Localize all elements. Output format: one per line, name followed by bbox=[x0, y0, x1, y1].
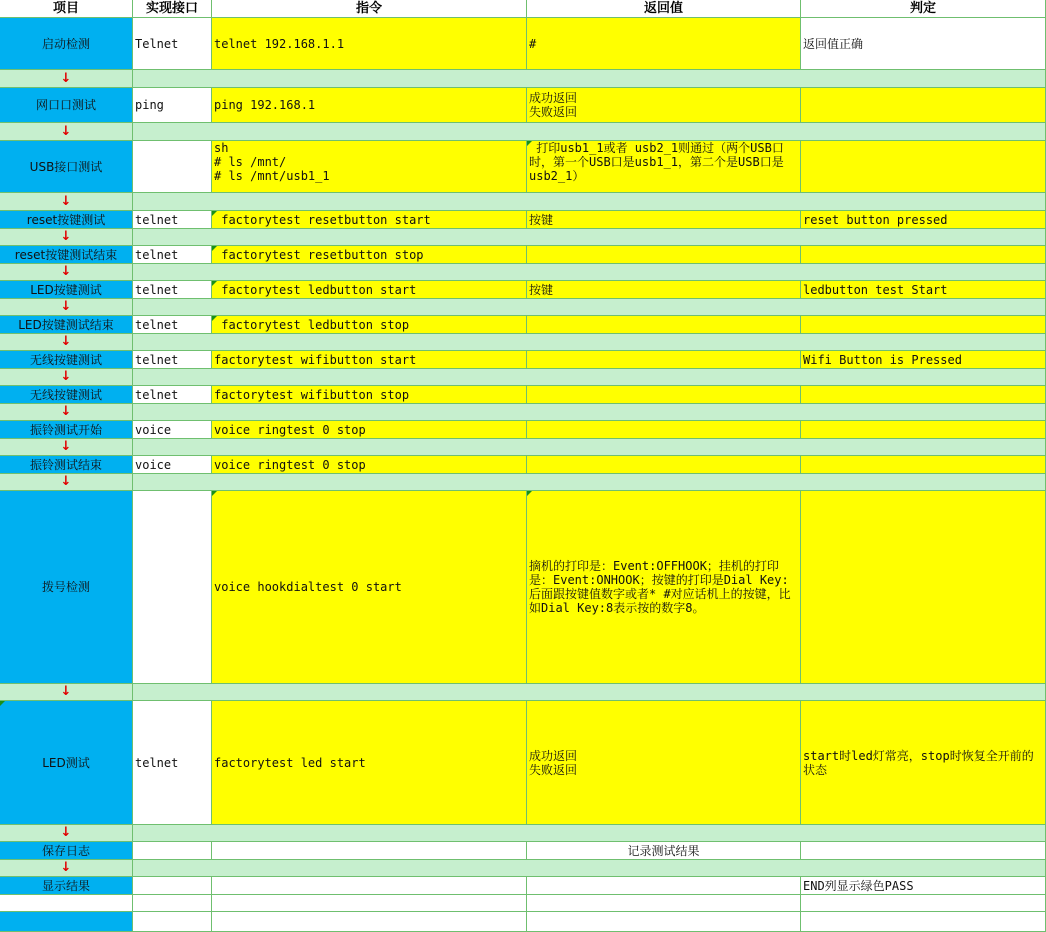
command-cell[interactable]: factorytest wifibutton stop bbox=[212, 386, 527, 404]
flow-arrow-icon: ↓ bbox=[0, 70, 133, 88]
interface-cell[interactable] bbox=[133, 491, 212, 684]
return-value-cell[interactable] bbox=[527, 895, 801, 912]
item-cell[interactable]: 无线按键测试 bbox=[0, 386, 133, 404]
command-cell[interactable] bbox=[212, 912, 527, 932]
flow-arrow-icon: ↓ bbox=[0, 684, 133, 701]
return-value-cell[interactable]: # bbox=[527, 18, 801, 70]
separator-row bbox=[133, 229, 1046, 246]
flow-arrow-icon: ↓ bbox=[0, 404, 133, 421]
command-cell[interactable]: factorytest led start bbox=[212, 701, 527, 825]
separator-row bbox=[133, 299, 1046, 316]
flow-arrow-icon: ↓ bbox=[0, 334, 133, 351]
separator-row bbox=[133, 474, 1046, 491]
item-cell[interactable]: reset按键测试结束 bbox=[0, 246, 133, 264]
interface-cell[interactable]: telnet bbox=[133, 701, 212, 825]
return-value-cell[interactable]: 成功返回 失败返回 bbox=[527, 88, 801, 123]
item-cell[interactable]: 启动检测 bbox=[0, 18, 133, 70]
judge-cell[interactable] bbox=[801, 491, 1046, 684]
item-cell[interactable]: reset按键测试 bbox=[0, 211, 133, 229]
judge-cell[interactable]: 返回值正确 bbox=[801, 18, 1046, 70]
flow-arrow-icon: ↓ bbox=[0, 369, 133, 386]
return-value-cell[interactable]: 摘机的打印是：Event:OFFHOOK；挂机的打印是：Event:ONHOOK；按键的打印是Dial Key:后面跟按键值数字或者* #对应话机上的按键，比如Dial Key:8表示按的数字8。 bbox=[527, 491, 801, 684]
item-cell[interactable]: 拨号检测 bbox=[0, 491, 133, 684]
interface-cell[interactable]: telnet bbox=[133, 281, 212, 299]
separator-row bbox=[133, 193, 1046, 211]
judge-cell[interactable]: END列显示绿色PASS bbox=[801, 877, 1046, 895]
interface-cell[interactable]: telnet bbox=[133, 211, 212, 229]
command-cell[interactable]: sh # ls /mnt/ # ls /mnt/usb1_1 bbox=[212, 141, 527, 193]
command-cell[interactable]: factorytest resetbutton start bbox=[212, 211, 527, 229]
item-cell[interactable]: 保存日志 bbox=[0, 842, 133, 860]
item-cell[interactable]: 网口口测试 bbox=[0, 88, 133, 123]
return-value-cell[interactable]: 按键 bbox=[527, 281, 801, 299]
return-value-cell[interactable] bbox=[527, 421, 801, 439]
command-cell[interactable] bbox=[212, 895, 527, 912]
judge-cell[interactable] bbox=[801, 456, 1046, 474]
command-cell[interactable]: telnet 192.168.1.1 bbox=[212, 18, 527, 70]
return-value-cell[interactable] bbox=[527, 456, 801, 474]
flow-arrow-icon: ↓ bbox=[0, 474, 133, 491]
separator-row bbox=[133, 825, 1046, 842]
judge-cell[interactable]: Wifi Button is Pressed bbox=[801, 351, 1046, 369]
interface-cell[interactable] bbox=[133, 912, 212, 932]
separator-row bbox=[133, 404, 1046, 421]
separator-row bbox=[133, 70, 1046, 88]
command-cell[interactable]: factorytest wifibutton start bbox=[212, 351, 527, 369]
flow-arrow-icon: ↓ bbox=[0, 825, 133, 842]
separator-row bbox=[133, 264, 1046, 281]
interface-cell[interactable] bbox=[133, 877, 212, 895]
judge-cell[interactable] bbox=[801, 421, 1046, 439]
flow-arrow-icon: ↓ bbox=[0, 860, 133, 877]
interface-cell[interactable]: Telnet bbox=[133, 18, 212, 70]
judge-cell[interactable] bbox=[801, 386, 1046, 404]
item-cell[interactable]: 无线按键测试 bbox=[0, 351, 133, 369]
flow-arrow-icon: ↓ bbox=[0, 123, 133, 141]
judge-cell[interactable] bbox=[801, 895, 1046, 912]
separator-row bbox=[133, 860, 1046, 877]
separator-row bbox=[133, 123, 1046, 141]
command-cell[interactable]: voice hookdialtest 0 start bbox=[212, 491, 527, 684]
judge-cell[interactable]: reset button pressed bbox=[801, 211, 1046, 229]
separator-row bbox=[133, 334, 1046, 351]
flow-arrow-icon: ↓ bbox=[0, 193, 133, 211]
judge-cell[interactable] bbox=[801, 246, 1046, 264]
item-cell[interactable]: 振铃测试开始 bbox=[0, 421, 133, 439]
interface-cell[interactable]: telnet bbox=[133, 386, 212, 404]
return-value-cell[interactable] bbox=[527, 316, 801, 334]
header-item: 项目 bbox=[0, 0, 133, 18]
item-cell[interactable]: LED按键测试 bbox=[0, 281, 133, 299]
interface-cell[interactable]: voice bbox=[133, 456, 212, 474]
return-value-cell[interactable]: 成功返回 失败返回 bbox=[527, 701, 801, 825]
separator-row bbox=[133, 369, 1046, 386]
judge-cell[interactable] bbox=[801, 141, 1046, 193]
interface-cell[interactable]: telnet bbox=[133, 246, 212, 264]
item-cell[interactable] bbox=[0, 895, 133, 912]
judge-cell[interactable]: start时led灯常亮，stop时恢复全开前的状态 bbox=[801, 701, 1046, 825]
command-cell[interactable]: ping 192.168.1 bbox=[212, 88, 527, 123]
interface-cell[interactable]: telnet bbox=[133, 351, 212, 369]
judge-cell[interactable] bbox=[801, 316, 1046, 334]
command-cell[interactable]: factorytest ledbutton start bbox=[212, 281, 527, 299]
command-cell[interactable]: voice ringtest 0 stop bbox=[212, 456, 527, 474]
return-value-cell[interactable] bbox=[527, 912, 801, 932]
header-command: 指令 bbox=[212, 0, 527, 18]
judge-cell[interactable] bbox=[801, 842, 1046, 860]
interface-cell[interactable] bbox=[133, 141, 212, 193]
separator-row bbox=[133, 684, 1046, 701]
separator-row bbox=[133, 439, 1046, 456]
flow-arrow-icon: ↓ bbox=[0, 299, 133, 316]
return-value-cell[interactable]: 按键 bbox=[527, 211, 801, 229]
interface-cell[interactable]: voice bbox=[133, 421, 212, 439]
flow-arrow-icon: ↓ bbox=[0, 229, 133, 246]
return-value-cell[interactable] bbox=[527, 386, 801, 404]
header-judge: 判定 bbox=[801, 0, 1046, 18]
item-cell[interactable]: 振铃测试结束 bbox=[0, 456, 133, 474]
interface-cell[interactable]: telnet bbox=[133, 316, 212, 334]
interface-cell[interactable] bbox=[133, 895, 212, 912]
return-value-cell[interactable] bbox=[527, 246, 801, 264]
header-interface: 实现接口 bbox=[133, 0, 212, 18]
item-cell[interactable] bbox=[0, 912, 133, 932]
command-cell[interactable] bbox=[212, 877, 527, 895]
judge-cell[interactable]: ledbutton test Start bbox=[801, 281, 1046, 299]
command-cell[interactable]: factorytest resetbutton stop bbox=[212, 246, 527, 264]
flow-arrow-icon: ↓ bbox=[0, 439, 133, 456]
item-cell[interactable]: 显示结果 bbox=[0, 877, 133, 895]
return-value-cell[interactable] bbox=[527, 351, 801, 369]
return-value-cell[interactable] bbox=[527, 877, 801, 895]
judge-cell[interactable] bbox=[801, 88, 1046, 123]
header-return-value: 返回值 bbox=[527, 0, 801, 18]
command-cell[interactable] bbox=[212, 842, 527, 860]
command-cell[interactable]: factorytest ledbutton stop bbox=[212, 316, 527, 334]
item-cell[interactable]: LED按键测试结束 bbox=[0, 316, 133, 334]
item-cell[interactable]: LED测试 bbox=[0, 701, 133, 825]
interface-cell[interactable] bbox=[133, 842, 212, 860]
judge-cell[interactable] bbox=[801, 912, 1046, 932]
interface-cell[interactable]: ping bbox=[133, 88, 212, 123]
return-value-cell[interactable]: 记录测试结果 bbox=[527, 842, 801, 860]
command-cell[interactable]: voice ringtest 0 stop bbox=[212, 421, 527, 439]
item-cell[interactable]: USB接口测试 bbox=[0, 141, 133, 193]
return-value-cell[interactable]: 打印usb1_1或者 usb2_1则通过（两个USB口时，第一个USB口是usb1_1，第二个是USB口是usb2_1） bbox=[527, 141, 801, 193]
flow-arrow-icon: ↓ bbox=[0, 264, 133, 281]
